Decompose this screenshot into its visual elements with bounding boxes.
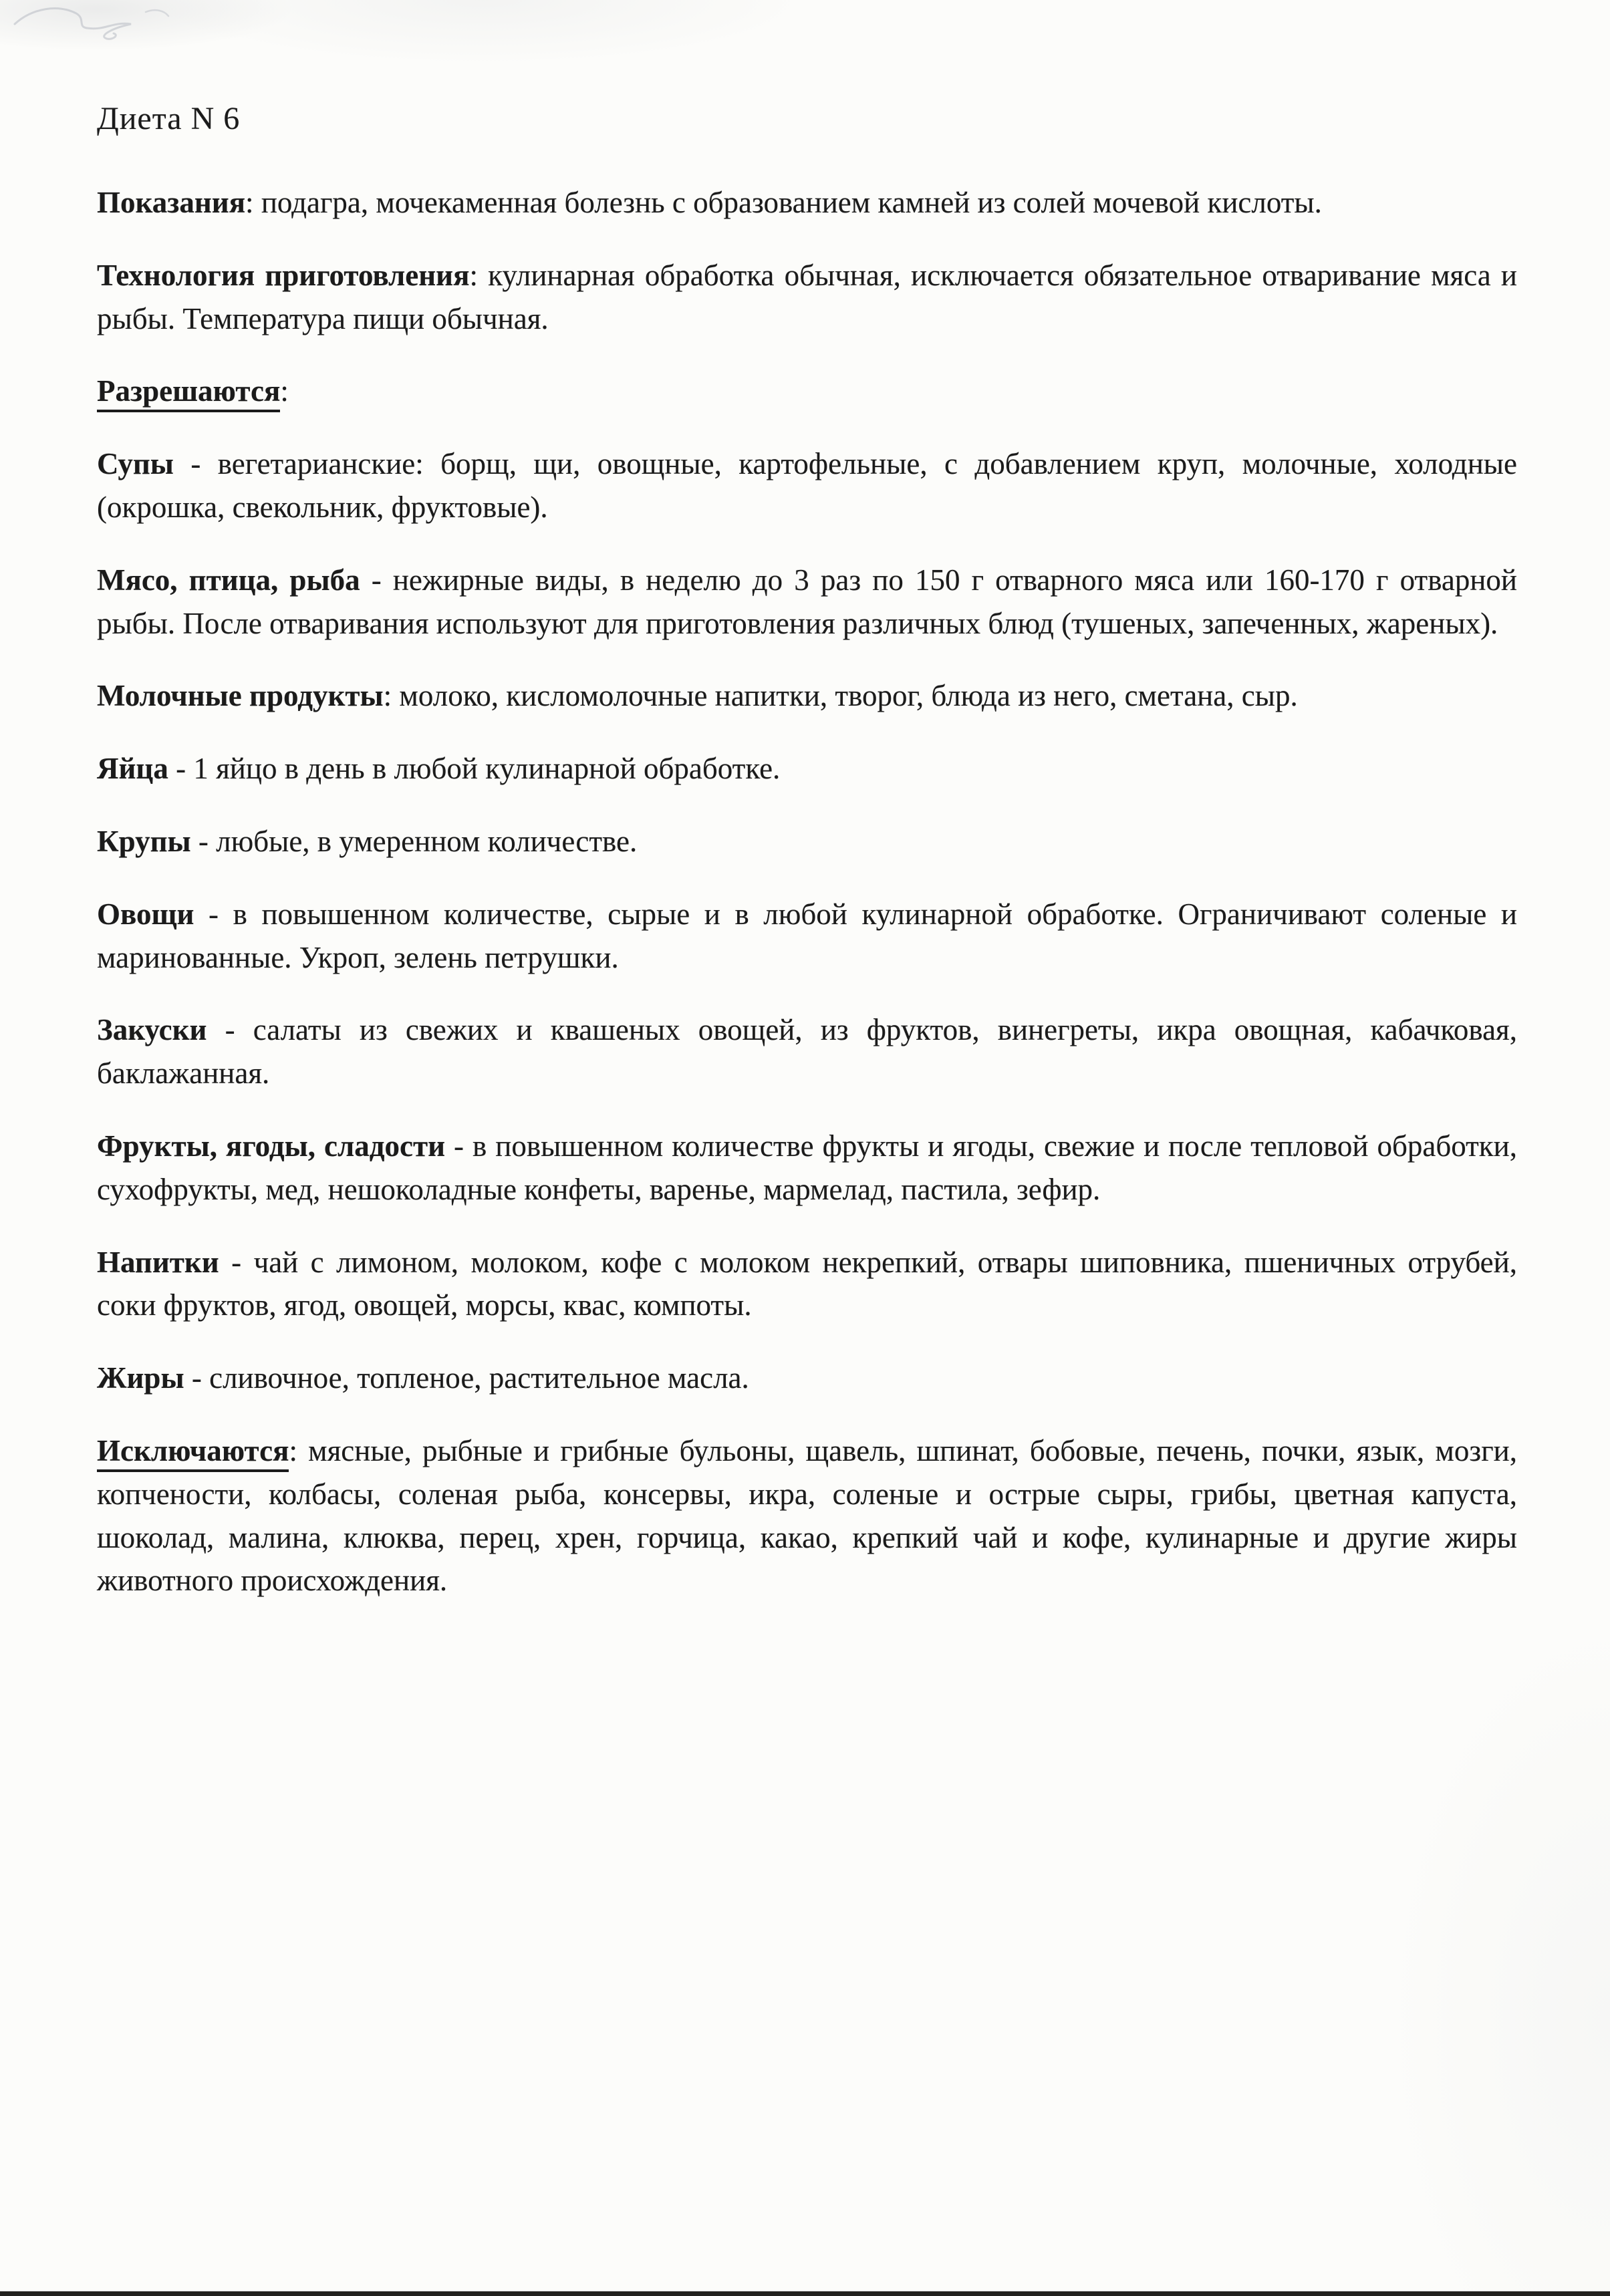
separator: - bbox=[190, 824, 217, 858]
label-soups: Супы bbox=[97, 447, 174, 481]
separator: : bbox=[383, 679, 400, 713]
separator: - bbox=[360, 563, 393, 597]
paragraph-vegetables bbox=[97, 893, 1517, 980]
pencil-scribble-mark bbox=[12, 1, 199, 48]
text-preparation-technology: кулинарная обработка обычная, исключается обязательное отваривание мяса и рыбы. Температура пищи обычная. bbox=[97, 258, 1517, 335]
label-indications: Показания bbox=[97, 186, 246, 219]
separator: : bbox=[280, 374, 289, 408]
text-fruits-berries-sweets: в повышенном количестве фрукты и ягоды, свежие и после тепловой обработки, сухофрукты, мед, нешоколадные конфеты, варенье, мармелад, пастила, зефир. bbox=[97, 1129, 1517, 1206]
document-title: Диета N 6 bbox=[97, 101, 241, 136]
label-fruits-berries-sweets: Фрукты, ягоды, сладости bbox=[97, 1129, 445, 1163]
scanner-edge-shadow bbox=[0, 2291, 1610, 2296]
paragraph-soups bbox=[97, 442, 1517, 529]
label-excluded: Исключаются bbox=[97, 1434, 289, 1472]
label-fats: Жиры bbox=[97, 1361, 184, 1395]
document-body bbox=[97, 100, 1517, 1632]
text-excluded: мясные, рыбные и грибные бульоны, щавель, шпинат, бобовые, печень, почки, язык, мозги, копчености, колбасы, соленая рыба, консервы, икра, соленые и острые сыры, грибы, цветная капуста, шоколад, малина, клюква, перец, хрен, горчица, какао, крепкий чай и кофе, кулинарные и другие жиры животного происхождения. bbox=[97, 1433, 1517, 1598]
text-fats: сливочное, топленое, растительное масла. bbox=[209, 1361, 749, 1395]
paragraph-fats bbox=[97, 1356, 1517, 1400]
paragraph-dairy-products bbox=[97, 674, 1517, 718]
text-dairy-products: молоко, кисломолочные напитки, творог, блюда из него, сметана, сыр. bbox=[399, 679, 1298, 713]
separator: - bbox=[207, 1013, 253, 1047]
paragraph-allowed-heading bbox=[97, 370, 1517, 413]
separator: - bbox=[184, 1361, 210, 1395]
label-appetizers: Закуски bbox=[97, 1013, 207, 1047]
paragraph-meat-poultry-fish bbox=[97, 559, 1517, 645]
separator: - bbox=[219, 1245, 254, 1279]
text-eggs: 1 яйцо в день в любой кулинарной обработке. bbox=[193, 752, 781, 786]
paragraph-excluded bbox=[97, 1429, 1517, 1602]
separator: : bbox=[289, 1433, 309, 1467]
separator: - bbox=[194, 897, 233, 931]
paragraph-eggs bbox=[97, 747, 1517, 791]
text-indications: подагра, мочекаменная болезнь с образованием камней из солей мочевой кислоты. bbox=[261, 186, 1322, 219]
separator: - bbox=[445, 1129, 473, 1163]
label-cereals: Крупы bbox=[97, 824, 191, 858]
text-cereals: любые, в умеренном количестве. bbox=[216, 824, 638, 858]
label-eggs: Яйца bbox=[97, 752, 168, 786]
separator: : bbox=[469, 258, 489, 292]
label-dairy-products: Молочные продукты bbox=[97, 679, 384, 713]
paragraph-fruits-berries-sweets bbox=[97, 1125, 1517, 1211]
text-meat-poultry-fish: нежирные виды, в неделю до 3 раз по 150 г отварного мяса или 160-170 г отварной рыбы. После отваривания используют для приготовления различных блюд (тушеных, запеченных, жареных). bbox=[97, 563, 1517, 640]
paragraph-appetizers bbox=[97, 1008, 1517, 1095]
label-vegetables: Овощи bbox=[97, 897, 194, 931]
text-soups: вегетарианские: борщ, щи, овощные, картофельные, с добавлением круп, молочные, холодные (окрошка, свекольник, фруктовые). bbox=[97, 447, 1517, 524]
label-allowed-heading: Разрешаются bbox=[97, 374, 280, 412]
text-appetizers: салаты из свежих и квашеных овощей, из фруктов, винегреты, икра овощная, кабачковая, баклажанная. bbox=[97, 1013, 1517, 1091]
separator: : bbox=[245, 186, 261, 219]
paragraph-cereals bbox=[97, 820, 1517, 863]
paragraph-drinks bbox=[97, 1241, 1517, 1328]
label-drinks: Напитки bbox=[97, 1245, 219, 1279]
label-preparation-technology: Технология приготовления bbox=[97, 258, 470, 292]
separator: - bbox=[168, 752, 194, 786]
text-vegetables: в повышенном количестве, сырые и в любой кулинарной обработке. Ограничивают соленые и маринованные. Укроп, зелень петрушки. bbox=[97, 897, 1517, 974]
label-meat-poultry-fish: Мясо, птица, рыба bbox=[97, 563, 360, 597]
text-drinks: чай с лимоном, молоком, кофе с молоком некрепкий, отвары шиповника, пшеничных отрубей, соки фруктов, ягод, овощей, морсы, квас, компоты. bbox=[97, 1245, 1517, 1322]
paragraph-indications bbox=[97, 181, 1517, 225]
separator: - bbox=[173, 447, 218, 481]
paragraph-preparation-technology bbox=[97, 254, 1517, 341]
